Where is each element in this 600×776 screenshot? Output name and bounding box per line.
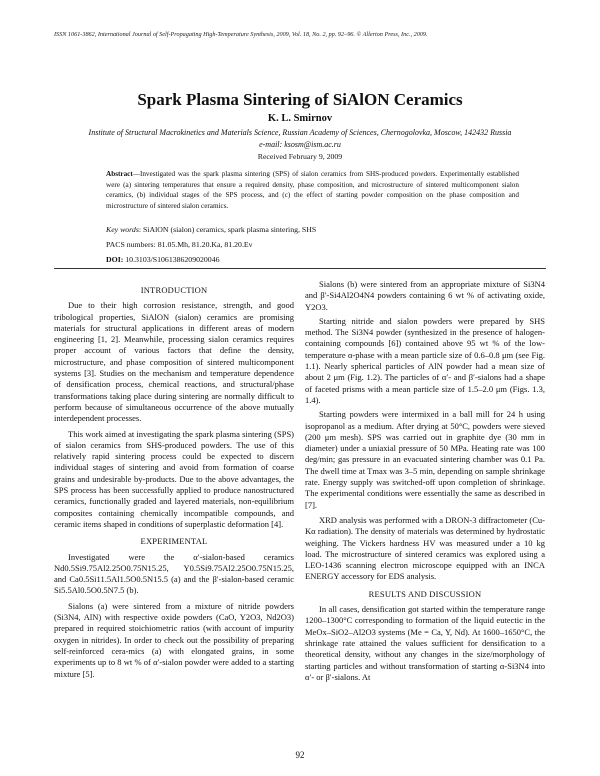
paragraph: In all cases, densification got started within the temperature range 1200–1300°C corresponding to formation of the liquid eutectic in the MeOx–SiO2–Al2O3 systems (Me = Ca, Y, Nd). At 1600–1650°C, the shrinkage rate attained the values sufficient for densification to a theoretical density, without any changes in the size/morphology of starting particles and without transformation of starting α-Si3N4 into α′- or β′-sialons. At: [305, 604, 545, 682]
paragraph: Starting powders were intermixed in a ball mill for 24 h using isopropanol as a medium. After drying at 50°C, powders were sieved (200 μm mesh). SPS was carried out in graphite dye (30 mm in diameter) under a uniaxial pressure of 50 MPa. Heating rate was 100 deg/min; gas pressure in an evacuated sintering chamber was 0.1 Pa. The dwell time at Tmax was 3–5 min, depending on sample shrinkage rate. Energy supply was switched-off upon completion of shrinkage. The experimental conditions were essentially the same as described in [7].: [305, 409, 545, 510]
abstract: [106, 169, 519, 211]
paragraph: Sialons (b) were sintered from an appropriate mixture of Si3N4 and β′-Si4Al2O4N4 powders containing 6 wt % of activating oxide, Y2O3.: [305, 279, 545, 312]
paragraph: XRD analysis was performed with a DRON-3 diffractometer (Cu-Kα radiation). The density of materials was determined by hydrostatic weighing. The Vickers hardness HV was measured under a 10 kg load. The microstructure of sintered ceramics was explored using a LEO-1436 scanning electron microscope equipped with an INCA ENERGY accessory for EDS analysis.: [305, 514, 545, 582]
affiliation: Institute of Structural Macrokinetics and Materials Science, Russian Academy of Sciences, Chernogolovka, Moscow, 142432 Russia: [88, 128, 512, 137]
keywords: [106, 225, 519, 234]
divider: [54, 268, 546, 269]
paragraph: This work aimed at investigating the spark plasma sintering (SPS) of sialon ceramics from SHS-produced powders. The use of this relatively rapid sintering process could be expected to discern individual stages of sintering and avoid from formation of coarse grains and undesirable by-products. Due to the above advantages, the SPS process has been successfully applied to produce nanostructured ceramics, functionally graded and layered materials, non-equilibrium composites containing chemically incompatible compounds, and ceramic items shaped in conditions of superplastic deformation [4].: [54, 428, 294, 529]
abstract-label: Abstract: [106, 170, 133, 178]
paragraph-formulas: Investigated were the α′-sialon-based ceramics Nd0.5Si9.75Al2.25O0.75N15.25, Y0.5Si9.75Al2.25O0.75N15.25, and Ca0.5Si11.5Al1.5O0.5N15.5 (a) and the β′-sialon-based ceramic Si5.5Al0.5O0.5N7.5 (b).: [54, 551, 294, 596]
received-date: Received February 9, 2009: [257, 152, 343, 161]
right-column: [305, 279, 545, 683]
section-heading-experimental: EXPERIMENTAL: [140, 536, 208, 547]
journal-header: ISSN 1061-3862, International Journal of Self-Propagating High-Temperature Synthesis, 2009, Vol. 18, No. 2, pp. 92–96. © Allerton Press, Inc., 2009.: [54, 31, 428, 38]
email[interactable]: e-mail: ksosm@ism.ac.ru: [259, 140, 341, 149]
keywords-label: Key words: [106, 225, 139, 234]
doi-label: DOI:: [106, 255, 124, 264]
pacs-numbers: PACS numbers: 81.05.Mh, 81.20.Ka, 81.20.Ev: [106, 240, 253, 249]
author: K. L. Smirnov: [267, 113, 333, 124]
paragraph: Starting nitride and sialon powders were prepared by SHS method. The Si3N4 powder (synthesized in the presence of halogen-containing compounds [6]) contained above 95 wt % of the low-temperature α-phase with a mean particle size of 0.6–0.8 μm (see Fig. 1.1). Nearly spherical particles of AlN powder had a mean size of about 2 μm (Fig. 1.2). The particles of α′- and β′-sialons had a shape of faceted prisms with a mean particle size of 1.5–2.0 μm (Figs. 1.3, 1.4).: [305, 315, 545, 405]
paper-title: Spark Plasma Sintering of SiAlON Ceramics: [137, 90, 463, 109]
section-heading-introduction: INTRODUCTION: [140, 285, 208, 295]
abstract-text: —Investigated was the spark plasma sintering (SPS) of sialon ceramics from SHS-produced powders. Experimentally established were (a) sintering temperatures that ensure a required density, phase composition, and microstructure of sintered multicomponent sialon ceramics, (b) individual stages of the SPS process, and (c) the effect of starting powder composition on the phase composition and microstructure of sintered sialon ceramics.: [106, 170, 519, 210]
page-number: 92: [295, 750, 305, 760]
left-column: [54, 279, 294, 680]
paragraph: Sialons (a) were sintered from a mixture of nitride powders (Si3N4, AlN) with respective oxide powders (CaO, Y2O3, Nd2O3) prepared in required stoichiometric ratios (with account of impurity oxygen in nitrides). In order to check out the possibility of preparing self-reinforced cera-mics (a) with elongated grains, in some experiments up to 8 wt % of α′-sialon powder were added to a starting mixture [5].: [54, 600, 294, 679]
paragraph: Due to their high corrosion resistance, strength, and good tribological properties, SiAlON (sialon) ceramics are promising materials for structural applications in different areas of modern engineering [1, 2]. Meanwhile, processing sialon ceramics requires proper account of various factors that define the density, microstructure, and phase composition of sintered multicomponent systems [3]. Studies on the mechanism and temperature dependence of densification process, chemical reactions, and structural/phase transformations taking place during sintering are normally difficult to perform because of simultaneous occurrence of the above mutually interdependent processes.: [54, 300, 294, 424]
formula: Nd0.5Si9.75Al2.25O0.75N15.25, Y0.5Si9.75Al2.25O0.75N15.25: [54, 562, 292, 573]
keywords-text: : SiAlON (sialon) ceramics, spark plasma sintering, SHS: [138, 225, 317, 234]
section-heading-results: RESULTS AND DISCUSSION: [368, 588, 482, 599]
formula: Si5.5Al0.5O0.5N7.5: [54, 585, 125, 596]
formula: Ca0.5Si11.5Al1.5O0.5N15.5: [69, 574, 168, 585]
doi[interactable]: [106, 255, 519, 264]
doi-value[interactable]: 10.3103/S1061386209020046: [123, 255, 220, 264]
